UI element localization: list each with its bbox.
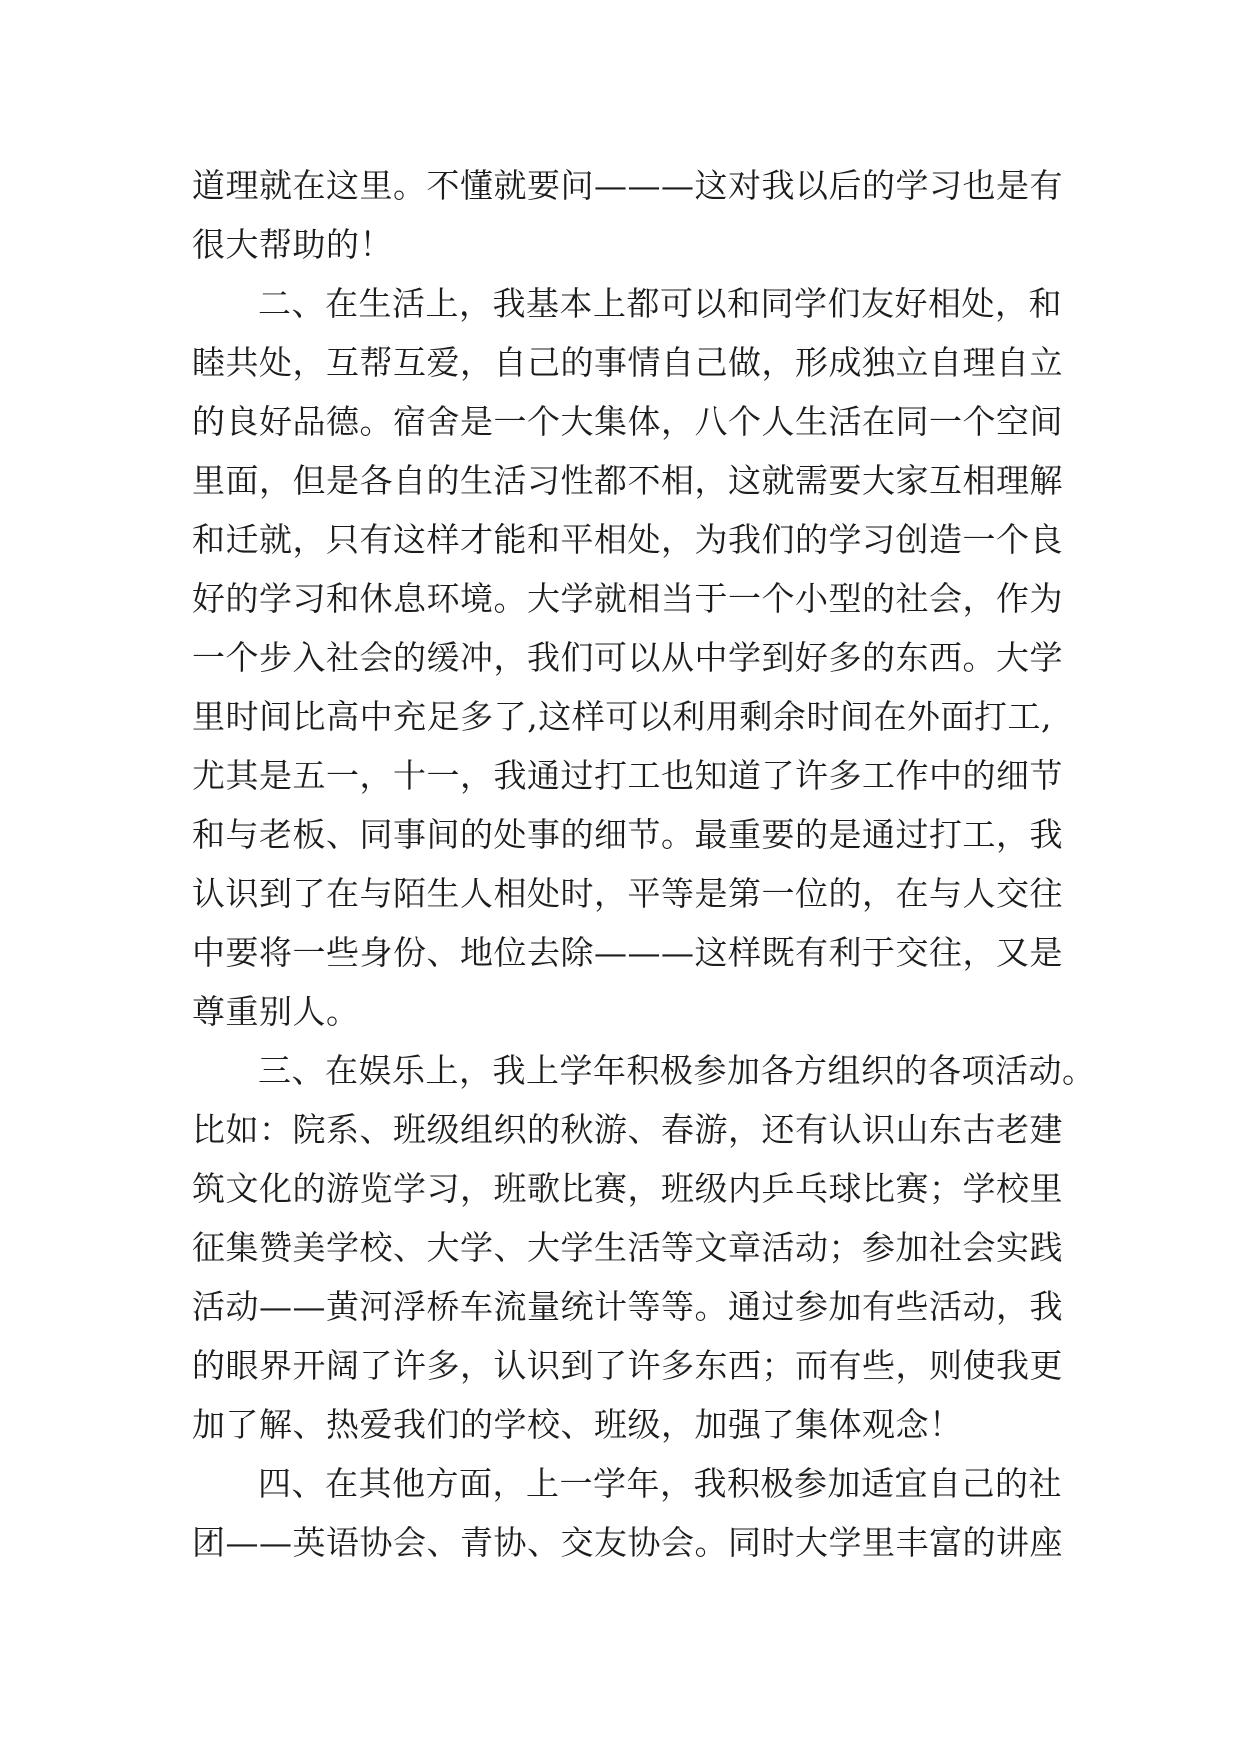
text-line: 里时间比高中充足多了,这样可以利用剩余时间在外面打工, <box>192 697 1052 736</box>
text-line: 团——英语协会、青协、交友协会。同时大学里丰富的讲座 <box>192 1523 1063 1562</box>
text-line: 四、在其他方面，上一学年，我积极参加适宜自己的社 <box>258 1464 1062 1503</box>
text-line: 和迁就，只有这样才能和平相处，为我们的学习创造一个良 <box>192 520 1063 559</box>
text-line: 征集赞美学校、大学、大学生活等文章活动；参加社会实践 <box>192 1228 1063 1267</box>
text-line: 认识到了在与陌生人相处时，平等是第一位的，在与人交往 <box>192 874 1063 913</box>
text-line: 比如：院系、班级组织的秋游、春游，还有认识山东古老建 <box>192 1110 1063 1149</box>
text-line: 道理就在这里。不懂就要问———这对我以后的学习也是有 <box>192 166 1063 205</box>
text-line: 筑文化的游览学习，班歌比赛，班级内乒乓球比赛；学校里 <box>192 1169 1063 1208</box>
text-line: 睦共处，互帮互爱，自己的事情自己做，形成独立自理自立 <box>192 343 1063 382</box>
paragraph-life <box>192 274 1063 1041</box>
paragraph-entertainment <box>192 1041 1096 1454</box>
text-line: 活动——黄河浮桥车流量统计等等。通过参加有些活动，我 <box>192 1287 1063 1326</box>
document-body <box>192 156 1096 1572</box>
text-line: 尤其是五一，十一，我通过打工也知道了许多工作中的细节 <box>192 756 1063 795</box>
text-line: 好的学习和休息环境。大学就相当于一个小型的社会，作为 <box>192 579 1063 618</box>
text-line: 二、在生活上，我基本上都可以和同学们友好相处，和 <box>258 284 1062 323</box>
text-line: 尊重别人。 <box>192 992 360 1031</box>
paragraph-continuation <box>192 156 1063 274</box>
text-line: 一个步入社会的缓冲，我们可以从中学到好多的东西。大学 <box>192 638 1063 677</box>
text-line: 中要将一些身份、地位去除———这样既有利于交往，又是 <box>192 933 1063 972</box>
text-line: 加了解、热爱我们的学校、班级，加强了集体观念！ <box>192 1405 963 1444</box>
paragraph-other <box>192 1454 1063 1572</box>
text-line: 的良好品德。宿舍是一个大集体，八个人生活在同一个空间 <box>192 402 1063 441</box>
text-line: 和与老板、同事间的处事的细节。最重要的是通过打工，我 <box>192 815 1063 854</box>
text-line: 很大帮助的！ <box>192 225 393 264</box>
text-line: 里面，但是各自的生活习性都不相，这就需要大家互相理解 <box>192 461 1063 500</box>
text-line: 三、在娱乐上，我上学年积极参加各方组织的各项活动。 <box>258 1051 1096 1090</box>
text-line: 的眼界开阔了许多，认识到了许多东西；而有些，则使我更 <box>192 1346 1063 1385</box>
